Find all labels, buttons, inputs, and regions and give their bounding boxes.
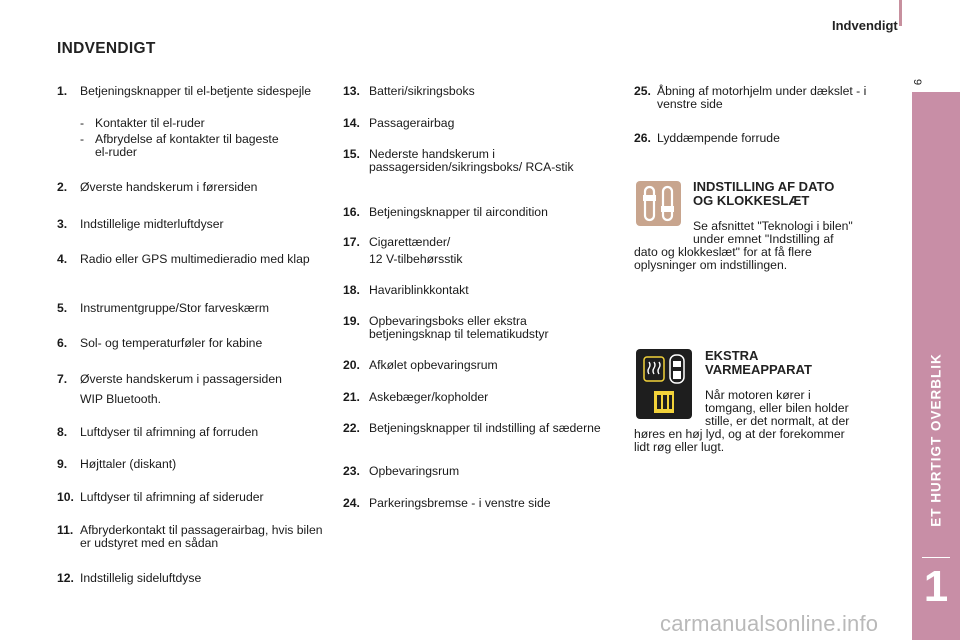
item-text: Instrumentgruppe/Stor farveskærm [80,301,269,315]
item-number: 14. [343,116,360,130]
info-body: dato og klokkeslæt" for at få flere [634,245,812,259]
section-title: Indvendigt [832,18,898,33]
item-number: 12. [57,571,74,585]
item-text: Luftdyser til afrimning af forruden [80,425,259,439]
sub-item-text: Kontakter til el-ruder [95,116,205,130]
chapter-label-text: ET HURTIGT OVERBLIK [928,353,944,527]
item-number: 2. [57,180,68,194]
sub-item-text: Afbrydelse af kontakter til bageste el-ruder [95,132,279,159]
item-number: 19. [343,314,360,328]
item-number: 25. [634,84,651,98]
info-body: Se afsnittet "Teknologi i bilen" [693,219,853,233]
item-number: 13. [343,84,360,98]
item-number: 20. [343,358,360,372]
item-text: Betjeningsknapper til aircondition [369,205,548,219]
item-number: 7. [57,372,68,386]
item-number: 24. [343,496,360,510]
item-text: Opbevaringsboks eller ekstra betjeningsknap til telematikudstyr [369,314,549,341]
item-text: Afbryderkontakt til passagerairbag, hvis bilen er udstyret med en sådan [80,523,323,550]
item-text: Betjeningsknapper til indstilling af sæderne [369,421,601,435]
header-accent-bar [899,0,902,26]
info-body: stille, er det normalt, at der [705,414,850,428]
item-text: Luftdyser til afrimning af sideruder [80,490,264,504]
item-text: Parkeringsbremse - i venstre side [369,496,551,510]
item-text: Radio eller GPS multimedieradio med klap [80,252,310,266]
item-text: Højttaler (diskant) [80,457,177,471]
item-text: Batteri/sikringsboks [369,84,475,98]
info-heading: OG KLOKKESLÆT [693,193,810,208]
info-body: Når motoren kører i [705,388,811,402]
item-text: Askebæger/kopholder [369,390,489,404]
info-body: oplysninger om indstillingen. [634,258,788,272]
item-text: Nederste handskerum i passagersiden/sikringsboks/ RCA-stik [369,147,574,174]
item-number: 9. [57,457,68,471]
info-heading: VARMEAPPARAT [705,362,812,377]
info-body: under emnet "Indstilling af [693,232,834,246]
item-number: 5. [57,301,68,315]
item-number: 15. [343,147,360,161]
item-text: Øverste handskerum i passagersiden [80,372,282,386]
item-number: 17. [343,235,360,249]
item-extra-text: WIP Bluetooth. [80,392,162,406]
item-text: Betjeningsknapper til el-betjente sidespejle [80,84,312,98]
item-number: 16. [343,205,360,219]
item-text: Passagerairbag [369,116,455,130]
item-text: Øverste handskerum i førersiden [80,180,258,194]
item-number: 3. [57,217,68,231]
info-heading: INDSTILLING AF DATO [693,179,835,194]
chapter-number: 1 [923,562,949,611]
item-number: 11. [57,523,74,537]
item-number: 26. [634,131,651,145]
item-number: 1. [57,84,68,98]
item-number: 23. [343,464,360,478]
item-number: 8. [57,425,68,439]
item-text: Åbning af motorhjelm under dækslet - i venstre side [657,84,867,111]
item-text: Cigarettænder/ [369,235,451,249]
info-heading: EKSTRA [705,348,759,363]
item-number: 6. [57,336,68,350]
watermark: carmanualsonline.info [660,611,879,636]
item-number: 18. [343,283,360,297]
info-body: tomgang, eller bilen holder [705,401,849,415]
item-text: Indstillelige midterluftdyser [80,217,224,231]
item-text: Indstillelig sideluftdyse [80,571,202,585]
item-text: Sol- og temperaturføler for kabine [80,336,263,350]
item-text: Havariblinkkontakt [369,283,469,297]
item-text: Afkølet opbevaringsrum [369,358,498,372]
item-number: 4. [57,252,68,266]
info-body: høres en høj lyd, og at der forekommer [634,427,845,441]
item-extra-text: 12 V-tilbehørsstik [369,252,463,266]
item-text: Opbevaringsrum [369,464,460,478]
item-number: 21. [343,390,360,404]
adjust-sliders-icon [636,181,681,226]
auxiliary-heater-icon [636,349,692,419]
item-number: 10. [57,490,74,504]
page-title: INDVENDIGT [57,40,156,57]
item-number: 22. [343,421,360,435]
item-text: Lyddæmpende forrude [657,131,780,145]
info-body: lidt røg eller lugt. [634,440,725,454]
page-number: 9 [911,78,924,86]
chapter-divider [922,557,950,558]
